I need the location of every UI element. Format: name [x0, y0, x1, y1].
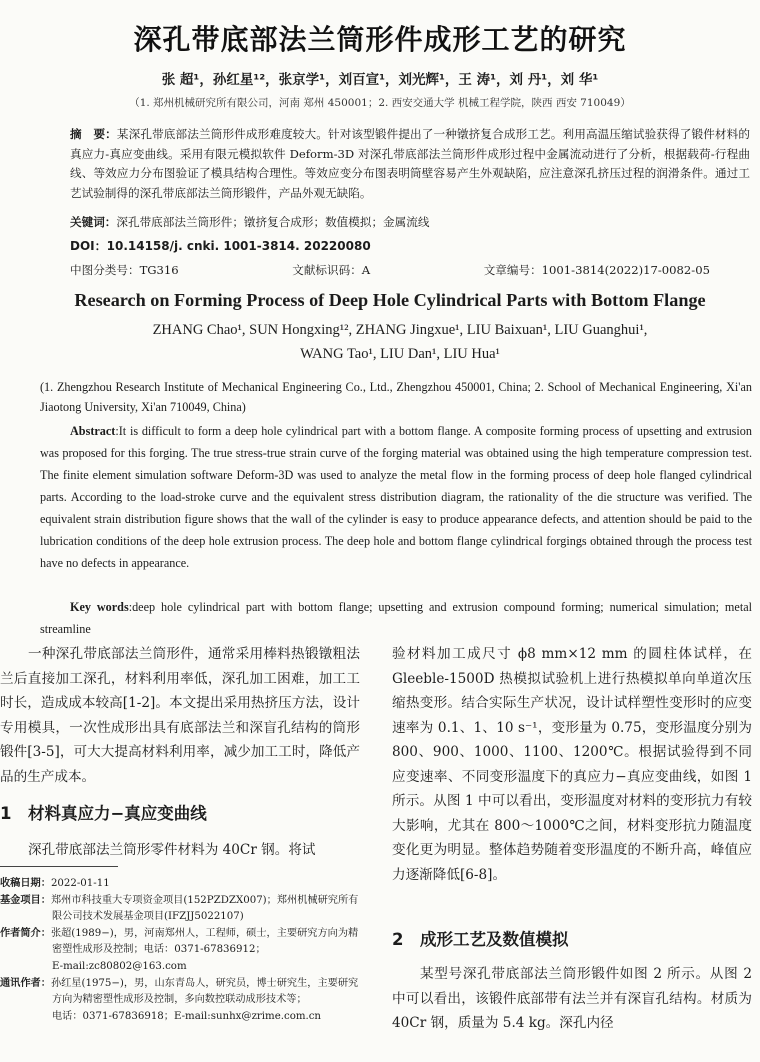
section-2-paragraph: 某型号深孔带底部法兰筒形锻件如图 2 所示。从图 2 中可以看出，该锻件底部带有法兰并有深盲孔结构。材质为 40Cr 钢，质量为 5.4 kg。深孔内径: [392, 966, 752, 1031]
chinese-abstract-label: 摘 要：: [70, 127, 117, 141]
chinese-author-list: 张 超¹，孙红星¹²，张京学¹，刘百宣¹，刘光辉¹，王 涛¹，刘 丹¹，刘 华¹: [161, 72, 599, 88]
footnote-author-email: E-mail:zc80802@163.com: [52, 960, 187, 972]
english-abstract-label: Abstract: [70, 424, 116, 438]
class-number: 中图分类号：TG316: [70, 263, 179, 277]
footnote-funding: 基金项目：郑州市科技重大专项资金项目(152PZDZX007)；郑州机械研究所有限公司技术发展基金项目(IFZJJ5022107): [0, 894, 359, 923]
section-1-paragraph-continued: 验材料加工成尺寸 ϕ8 mm×12 mm 的圆柱体试样，在 Gleeble-1500D 热模拟试验机上进行热模拟单向单道次压缩热变形。结合实际生产状况，设计试样塑性变形时的应变速率为 0.1、1、10 s⁻¹，变形量为 0.75，变形温度分别为 800、900、1000、1100、1200℃。根据试验得到不同应变速率、不同变形温度下的真应力−真应变曲线，如图 1 所示。从图 1 中可以看出，变形温度对材料的变形抗力有较大影响，尤其在 800～1000℃之间，材料变形抗力随温度变化更为明显。整体趋势随着变形温度的不断升高，峰值应力逐渐降低[6-8]。: [392, 646, 752, 883]
document-code: 文献标识码：A: [292, 263, 371, 277]
english-keywords-label: Key words: [70, 600, 129, 614]
chinese-affiliation: （1. 郑州机械研究所有限公司，河南 郑州 450001；2. 西安交通大学 机械工程学院，陕西 西安 710049）: [129, 97, 631, 109]
english-abstract: [40, 420, 752, 574]
section-1-heading: 1 材料真应力−真应变曲线: [0, 804, 207, 823]
footnote-corresponding-contact: 电话：0371-67836918；E-mail:sunhx@zrime.com.cn: [52, 1010, 321, 1022]
english-affiliation: (1. Zhengzhou Research Institute of Mechanical Engineering Co., Ltd., Zhengzhou 450001, China; 2. School of Mechanical Engineering, Xi'an Jiaotong University, Xi'an 710049, China): [40, 380, 752, 414]
intro-paragraph: 一种深孔带底部法兰筒形件，通常采用棒料热锻镦粗法兰后直接加工深孔，材料利用率低，深孔加工困难，加工工时长，造成成本较高[1-2]。本文提出采用热挤压方法，设计专用模具，一次性成形出具有底部法兰和深盲孔结构的筒形锻件[3-5]，可大大提高材料利用率，减少加工工时，降低产品的生产成本。: [0, 646, 360, 785]
english-keywords: [40, 596, 752, 640]
english-authors-line2: WANG Tao¹, LIU Dan¹, LIU Hua¹: [300, 346, 500, 362]
footnote-author-bio: 作者简介：张超(1989−)，男，河南郑州人，工程师，硕士，主要研究方向为精密塑性成形及控制；电话：0371-67836912；: [0, 927, 359, 956]
footnote-divider: [0, 866, 118, 867]
paper-title: 深孔带底部法兰筒形件成形工艺的研究: [133, 23, 627, 56]
footnote-corresponding-author: 通讯作者：孙红星(1975−)，男，山东青岛人，研究员，博士研究生，主要研究方向为精密塑性成形及控制，多向数控联动成形技术等；: [0, 977, 359, 1006]
chinese-abstract: [70, 125, 750, 203]
chinese-abstract-text: 某深孔带底部法兰筒形件成形难度较大。针对该型锻件提出了一种镦挤复合成形工艺。利用高温压缩试验获得了锻件材料的真应力-真应变曲线。采用有限元模拟软件 Deform-3D 对深孔带底部法兰筒形件成形过程中金属流动进行了分析，根据载荷-行程曲线、等效应力分布图验证了模具结构合理性。等效应变分布图表明筒壁容易产生外观缺陷，应注意深孔挤压过程的润滑条件。通过工艺试验制得的深孔带底部法兰筒形锻件，产品外观无缺陷。: [70, 127, 750, 200]
english-title: Research on Forming Process of Deep Hole Cylindrical Parts with Bottom Flange: [74, 290, 706, 310]
doi: DOI：10.14158/j. cnki. 1001-3814. 20220080: [70, 239, 371, 253]
english-abstract-text: :It is difficult to form a deep hole cylindrical part with a bottom flange. A composite forming process of upsetting and extrusion was proposed for this forging. The true stress-true strain curve of the forging material was obtained using the high temperature compression test. The finite element simulation software Deform-3D was used to analyze the metal flow in the forming process of deep hole flanged cylindrical parts. According to the load-stroke curve and the equivalent stress distribution diagram, the rationality of the die structure was verified. The equivalent strain distribution figure shows that the wall of the cylinder is easy to produce appearance defects, and attention should be paid to the lubrication conditions of the deep hole extrusion process. The deep hole and bottom flange cylindrical forgings obtained through the process test have no defects in appearance.: [40, 424, 752, 570]
chinese-keywords-label: 关键词：: [70, 215, 117, 229]
footnotes: [0, 876, 362, 1025]
article-number: 文章编号：1001-3814(2022)17-0082-05: [483, 263, 710, 277]
section-2-heading: 2 成形工艺及数值模拟: [392, 930, 569, 949]
section-1-paragraph-start: 深孔带底部法兰筒形零件材料为 40Cr 钢。将试: [28, 842, 316, 858]
chinese-keywords-text: 深孔带底部法兰筒形件；镦挤复合成形；数值模拟；金属流线: [116, 215, 430, 229]
classification-row: [70, 262, 710, 278]
english-keywords-text: :deep hole cylindrical part with bottom flange; upsetting and extrusion compound forming; numerical simulation; metal streamline: [40, 600, 752, 636]
chinese-keywords: [70, 214, 750, 230]
english-author-list: [60, 318, 740, 366]
english-authors-line1: ZHANG Chao¹, SUN Hongxing¹², ZHANG Jingxue¹, LIU Baixuan¹, LIU Guanghui¹,: [152, 322, 648, 338]
footnote-received: 收稿日期：2022-01-11: [0, 878, 110, 889]
